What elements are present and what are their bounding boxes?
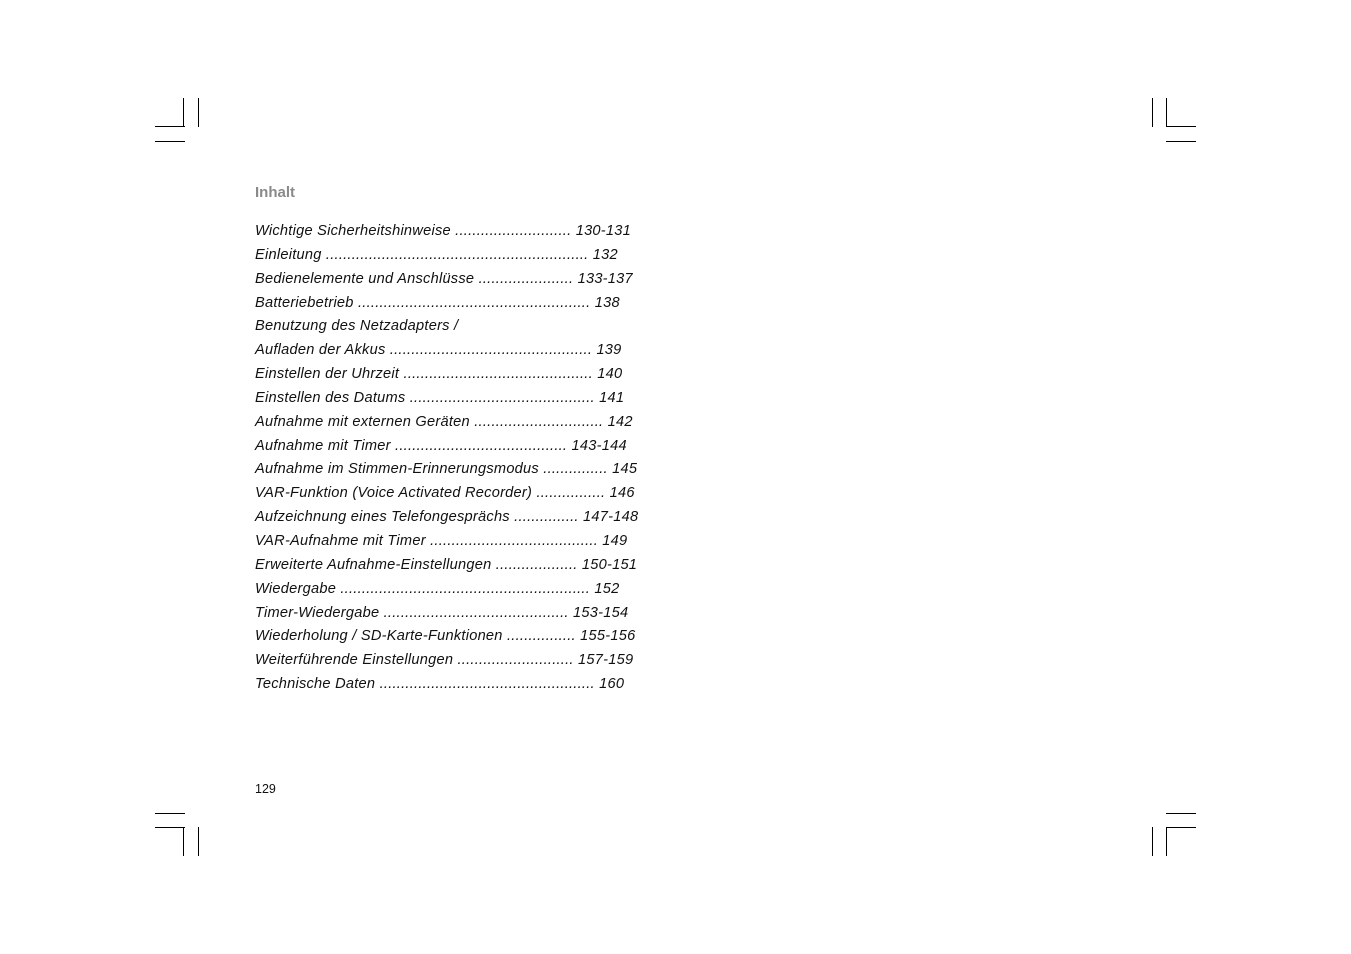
- toc-entry: Technische Daten .................................................. 160: [255, 676, 625, 693]
- page-number: 129: [255, 782, 276, 796]
- toc-entry: VAR-Funktion (Voice Activated Recorder) ................ 146: [255, 485, 635, 502]
- table-of-contents: [255, 220, 675, 697]
- toc-entry: VAR-Aufnahme mit Timer ....................................... 149: [255, 532, 628, 549]
- toc-entry: Aufnahme im Stimmen-Erinnerungsmodus ............... 145: [255, 461, 638, 478]
- toc-entry: Einleitung ............................................................. 132: [255, 246, 618, 263]
- toc-entry: Benutzung des Netzadapters /: [255, 318, 459, 335]
- toc-entry: Aufladen der Akkus ............................................... 139: [255, 342, 622, 359]
- page-heading: Inhalt: [255, 184, 295, 201]
- crop-mark-bottom-left-vertical-outer: [198, 827, 199, 856]
- crop-mark-bottom-left-vertical-inner: [183, 827, 184, 856]
- crop-mark-top-left-horizontal-upper: [155, 126, 185, 127]
- toc-entry: Aufzeichnung eines Telefongesprächs ............... 147-148: [255, 509, 639, 526]
- toc-entry: Timer-Wiedergabe ........................................... 153-154: [255, 604, 629, 621]
- crop-mark-bottom-right-vertical-inner: [1166, 827, 1167, 856]
- toc-entry: Wiederholung / SD-Karte-Funktionen ................ 155-156: [255, 628, 636, 645]
- toc-entry: Aufnahme mit externen Geräten .............................. 142: [255, 413, 633, 430]
- crop-mark-top-right-horizontal-upper: [1166, 126, 1196, 127]
- crop-mark-top-left-vertical-outer: [198, 98, 199, 127]
- toc-entry: Einstellen des Datums ........................................... 141: [255, 389, 625, 406]
- crop-mark-bottom-left-horizontal-lower: [155, 827, 185, 828]
- crop-mark-bottom-right-horizontal-upper: [1166, 813, 1196, 814]
- toc-entry: Wiedergabe .......................................................... 152: [255, 580, 620, 597]
- crop-mark-top-right-horizontal-lower: [1166, 141, 1196, 142]
- crop-mark-top-left-horizontal-lower: [155, 141, 185, 142]
- crop-mark-top-right-vertical-inner: [1166, 98, 1167, 127]
- crop-mark-top-right-vertical-outer: [1152, 98, 1153, 127]
- toc-entry: Bedienelemente und Anschlüsse ...................... 133-137: [255, 270, 633, 287]
- crop-mark-bottom-left-horizontal-upper: [155, 813, 185, 814]
- toc-entry: Weiterführende Einstellungen ........................... 157-159: [255, 652, 634, 669]
- toc-entry: Erweiterte Aufnahme-Einstellungen ................... 150-151: [255, 556, 638, 573]
- crop-mark-top-left-vertical-inner: [183, 98, 184, 127]
- crop-mark-bottom-right-horizontal-lower: [1166, 827, 1196, 828]
- toc-entry: Wichtige Sicherheitshinweise ........................... 130-131: [255, 223, 632, 239]
- toc-entry: Batteriebetrieb ...................................................... 138: [255, 294, 620, 311]
- toc-entry: Einstellen der Uhrzeit ............................................ 140: [255, 366, 623, 383]
- toc-entry: Aufnahme mit Timer ........................................ 143-144: [255, 437, 627, 454]
- crop-mark-bottom-right-vertical-outer: [1152, 827, 1153, 856]
